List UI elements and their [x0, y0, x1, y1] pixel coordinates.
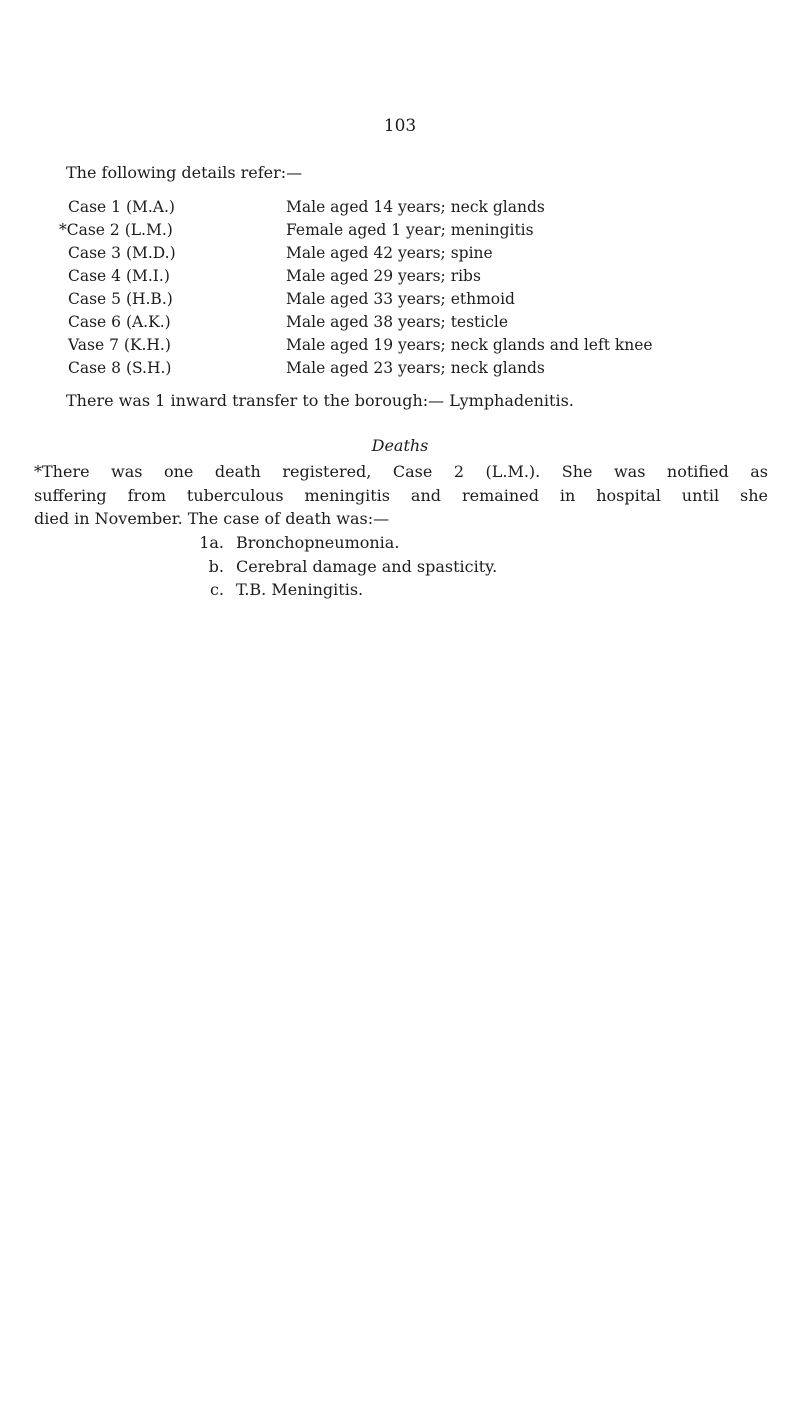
deaths-heading: Deaths	[371, 436, 429, 455]
cause-of-death-list	[0, 533, 800, 604]
case-row	[0, 198, 800, 221]
case-row	[0, 267, 800, 290]
cause-key: 1a.	[199, 533, 224, 552]
case-detail: Male aged 14 years; neck glands	[286, 198, 545, 216]
case-row	[0, 313, 800, 336]
cause-text: Bronchopneumonia.	[236, 533, 400, 552]
paragraph-line: suffering from tuberculous meningitis and remained in hospital until she	[34, 485, 768, 505]
case-list	[0, 198, 800, 382]
deaths-paragraph	[34, 460, 768, 531]
case-row	[0, 359, 800, 382]
case-detail: Male aged 23 years; neck glands	[286, 359, 545, 377]
cause-key: b.	[208, 556, 224, 576]
case-detail: Male aged 33 years; ethmoid	[286, 290, 515, 308]
case-label: *Case 2 (L.M.)	[59, 221, 173, 239]
case-label: Case 5 (H.B.)	[68, 290, 173, 308]
case-label: Case 8 (S.H.)	[68, 359, 172, 377]
case-row	[0, 244, 800, 267]
cause-key: c.	[209, 580, 224, 599]
case-row	[0, 336, 800, 359]
cause-row	[0, 557, 800, 581]
paragraph-line: *There was one death registered, Case 2 (L.M.). She was notified as	[34, 462, 768, 481]
case-detail: Female aged 1 year; meningitis	[286, 221, 534, 239]
page-number: 103	[383, 116, 417, 136]
cause-text: T.B. Meningitis.	[236, 580, 364, 599]
case-detail: Male aged 38 years; testicle	[286, 313, 509, 331]
case-label: Case 6 (A.K.)	[68, 313, 171, 331]
case-detail: Male aged 29 years; ribs	[286, 267, 481, 285]
case-row	[0, 221, 800, 244]
transfer-text: There was 1 inward transfer to the borough:— Lymphadenitis.	[66, 391, 574, 410]
case-label: Vase 7 (K.H.)	[68, 336, 171, 354]
cause-row	[0, 533, 800, 557]
case-label: Case 3 (M.D.)	[68, 244, 176, 262]
cause-row	[0, 580, 800, 604]
cause-text: Cerebral damage and spasticity.	[236, 556, 498, 576]
paragraph-line: died in November. The case of death was:—	[34, 509, 390, 528]
case-row	[0, 290, 800, 313]
case-label: Case 4 (M.I.)	[68, 267, 170, 285]
case-label: Case 1 (M.A.)	[68, 198, 175, 216]
intro-text: The following details refer:—	[66, 163, 303, 182]
case-detail: Male aged 19 years; neck glands and left knee	[286, 336, 653, 354]
case-detail: Male aged 42 years; spine	[286, 244, 493, 262]
